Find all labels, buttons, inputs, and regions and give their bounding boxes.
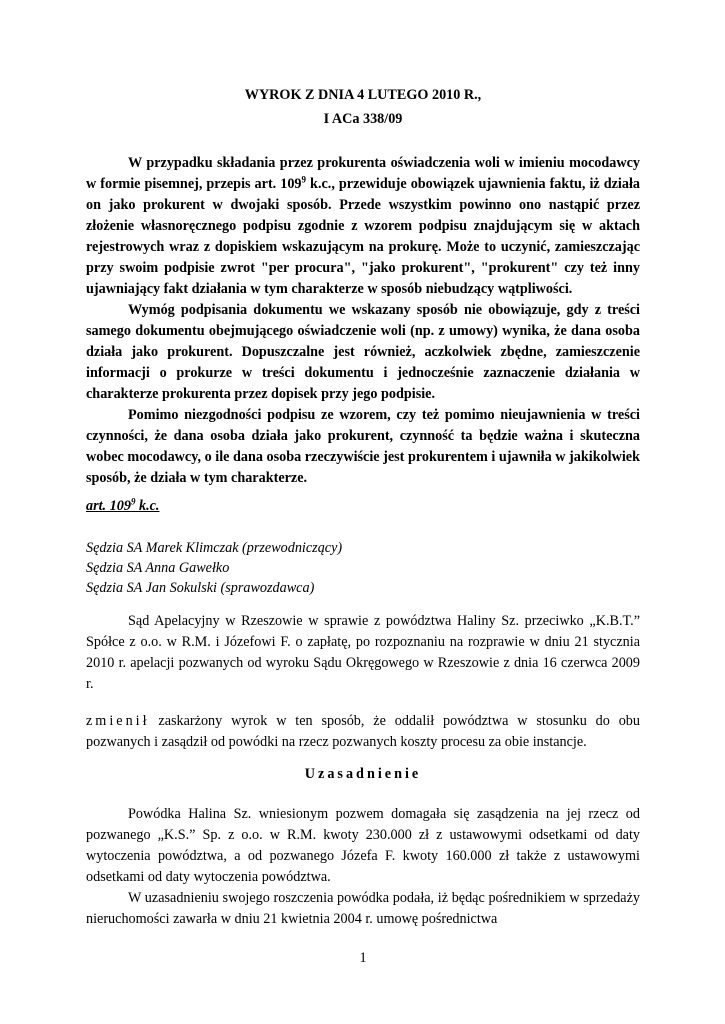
judges-list <box>86 538 342 598</box>
justification-paragraph-1: Powódka Halina Sz. wniesionym pozwem domagała się zasądzenia na jej rzecz od pozwanego „K.S.” Sp. z o.o. w R.M. kwoty 230.000 zł z ustawowymi odsetkami od daty wytoczenia powództwa, a od pozwanego Józefa F. kwoty 160.000 zł także z ustawowymi odsetkami od daty wytoczenia powództwa. <box>86 806 640 885</box>
thesis-text: W przypadku składania przez prokurenta oświadczenia woli w imieniu mocodawcy w formie pisemnej, przepis art. 109 <box>86 155 640 192</box>
sentence-paragraph <box>86 711 640 753</box>
judge-line: Sędzia SA Anna Gawełko <box>86 560 230 576</box>
article-text: art. 109 <box>86 498 131 514</box>
judge-line: Sędzia SA Jan Sokulski (sprawozdawca) <box>86 580 315 596</box>
thesis-paragraph-1 <box>86 153 640 300</box>
thesis-paragraph-3: Pomimo niezgodności podpisu ze wzorem, czy też pomimo nieujawnienia w treści czynności, że dana osoba działa jako prokurent, czynność ta będzie ważna i skuteczna wobec mocodawcy, o ile dana osoba rzeczywiście jest prokurentem i ujawniła w jakikolwiek sposób, że działa w tym charakterze. <box>86 407 640 486</box>
superscript: 9 <box>130 496 136 507</box>
article-reference <box>86 498 159 515</box>
thesis-section <box>86 153 640 489</box>
justification-section <box>86 804 640 930</box>
intro-paragraph: Sąd Apelacyjny w Rzeszowie w sprawie z powództwa Haliny Sz. przeciwko „K.B.T.” Spółce z o.o. w R.M. i Józefowi F. o zapłatę, po rozpoznaniu na rozprawie w dniu 21 stycznia 2010 r. apelacji pozwanych od wyroku Sądu Okręgowego w Rzeszowie z dnia 16 czerwca 2009 r. <box>86 613 640 692</box>
sentence-verb: zmienił <box>86 713 150 729</box>
page-number: 1 <box>359 950 367 966</box>
thesis-text: k.c., przewiduje obowiązek ujawnienia faktu, iż działa on jako prokurent w dwojaki sposób. Przede wszystkim powinno ono nastąpić przez złożenie własnoręcznego podpisu zgodnie z wzorem podpisu znajdującym się w aktach rejestrowych wraz z dopiskiem wskazującym na prokurę. Może to uczynić, zamieszczając przy swoim podpisie zwrot "per procura", "jako prokurent", "prokurent" czy też inny ujawniający fakt działania w tym charakterze w sposób niebudzący wątpliwości. <box>86 176 640 297</box>
intro-section <box>86 611 640 695</box>
justification-heading: Uzasadnienie <box>304 766 422 782</box>
thesis-paragraph-2: Wymóg podpisania dokumentu we wskazany sposób nie obowiązuje, gdy z treści samego dokumentu obejmującego oświadczenie woli (np. z umowy) wynika, że dana osoba działa jako prokurent. Dopuszczalne jest również, aczkolwiek zbędne, zamieszczenie informacji o prokurze w treści dokumentu i jednocześnie zaznaczenie działania w charakterze prokurenta przez dopisek przy jego podpisie. <box>86 302 640 402</box>
superscript: 9 <box>301 174 307 185</box>
judge-line: Sędzia SA Marek Klimczak (przewodniczący) <box>86 540 343 556</box>
sentence-text: zaskarżony wyrok w ten sposób, że oddalił powództwa w stosunku do obu pozwanych i zasądził od powódki na rzecz pozwanych koszty procesu za obie instancje. <box>86 713 640 750</box>
case-number: I ACa 338/09 <box>323 111 403 127</box>
article-text: k.c. <box>135 498 160 514</box>
justification-paragraph-2: W uzasadnieniu swojego roszczenia powódka podała, iż będąc pośrednikiem w sprzedaży nieruchomości zawarła w dniu 21 kwietnia 2004 r. umowę pośrednictwa <box>86 890 640 927</box>
judgment-title: WYROK Z DNIA 4 LUTEGO 2010 R., <box>244 87 482 103</box>
